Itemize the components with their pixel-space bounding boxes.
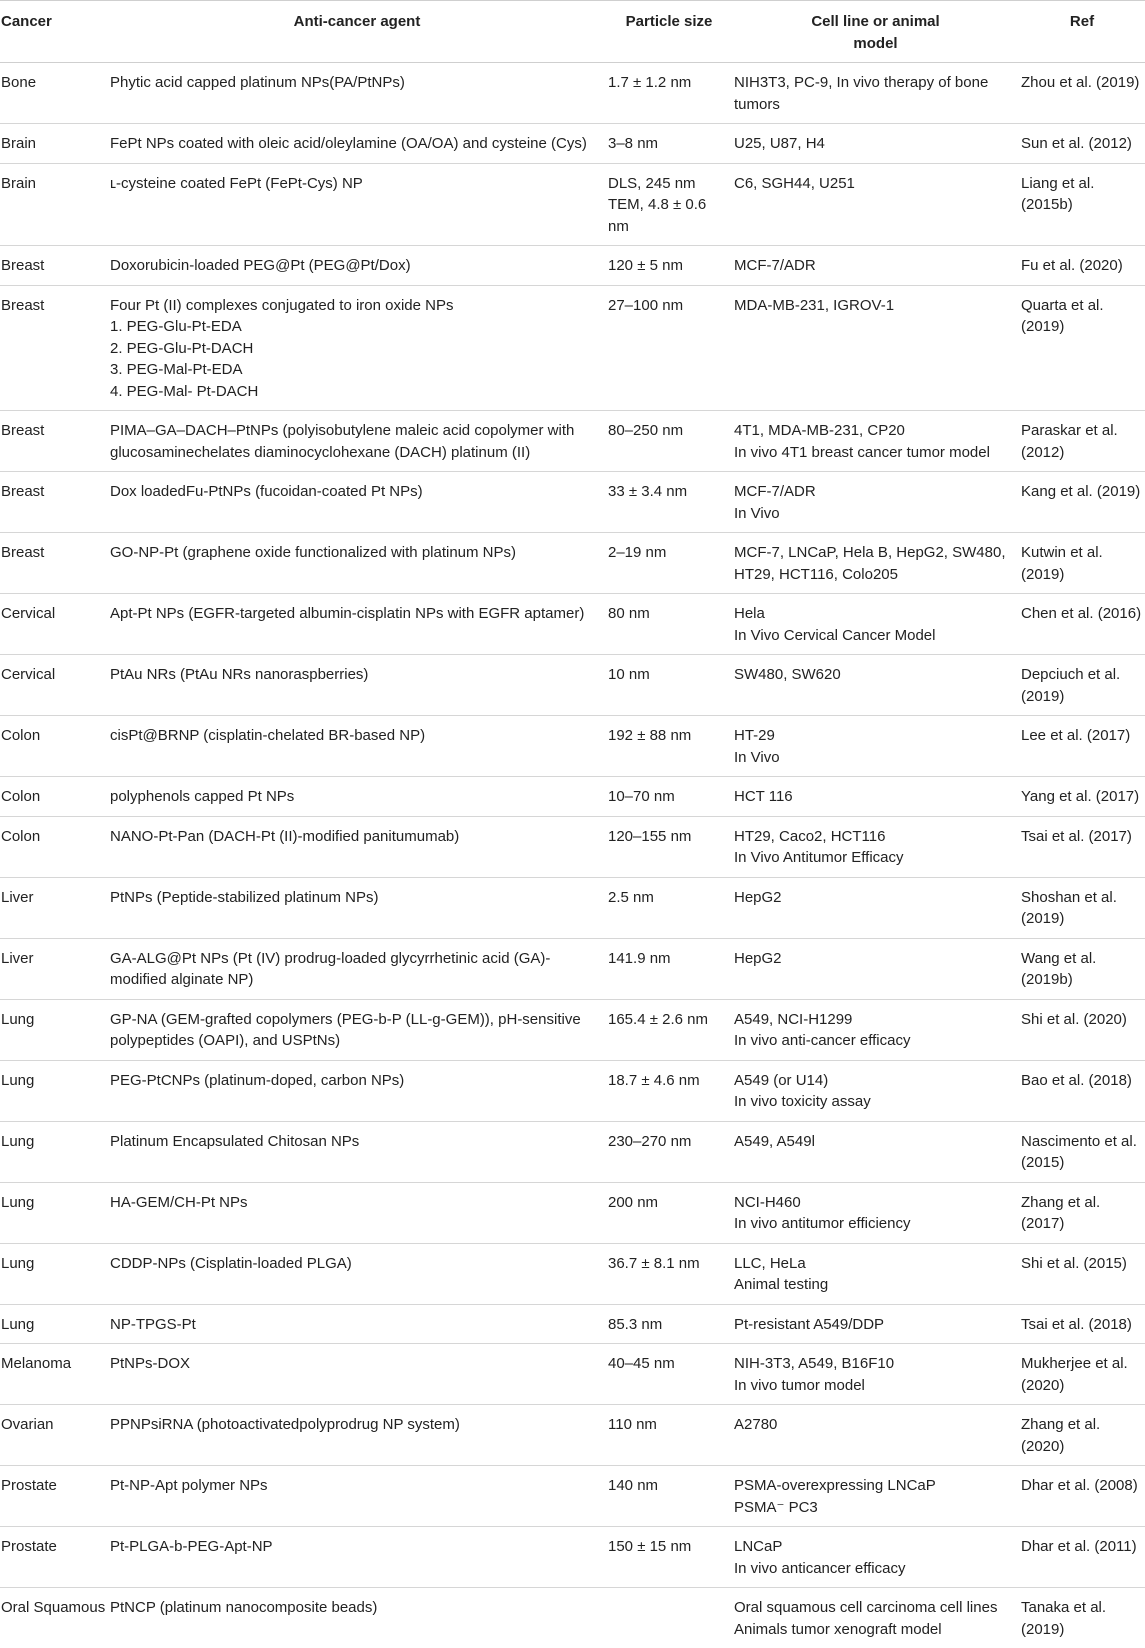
cell-model: NIH3T3, PC-9, In vivo therapy of bone tumors — [732, 63, 1019, 124]
cell-cancer: Lung — [0, 1243, 108, 1304]
cell-ref: Shi et al. (2015) — [1019, 1243, 1145, 1304]
table-row — [0, 716, 1145, 777]
header-anti-cancer-agent: Anti-cancer agent — [108, 1, 606, 63]
cell-particle-size: 141.9 nm — [606, 938, 732, 999]
table-row — [0, 1344, 1145, 1405]
cell-model: HT-29 In Vivo — [732, 716, 1019, 777]
cell-model: A2780 — [732, 1405, 1019, 1466]
cell-cancer: Colon — [0, 816, 108, 877]
cell-anti-cancer-agent: Four Pt (II) complexes conjugated to iron oxide NPs 1. PEG-Glu-Pt-EDA 2. PEG-Glu-Pt-DACH 3. PEG-Mal-Pt-EDA 4. PEG-Mal- Pt-DACH — [108, 285, 606, 411]
cell-cancer: Ovarian — [0, 1405, 108, 1466]
cell-anti-cancer-agent: Phytic acid capped platinum NPs(PA/PtNPs) — [108, 63, 606, 124]
cell-model: MCF-7/ADR — [732, 246, 1019, 286]
header-cancer: Cancer — [0, 1, 108, 63]
cell-cancer: Breast — [0, 533, 108, 594]
table-row — [0, 999, 1145, 1060]
cell-ref: Tanaka et al. (2019) — [1019, 1588, 1145, 1648]
cell-particle-size: 80 nm — [606, 594, 732, 655]
table-row — [0, 63, 1145, 124]
cell-model: Pt-resistant A549/DDP — [732, 1304, 1019, 1344]
cell-ref: Shi et al. (2020) — [1019, 999, 1145, 1060]
cell-ref: Paraskar et al. (2012) — [1019, 411, 1145, 472]
cell-cancer: Lung — [0, 1182, 108, 1243]
cell-cancer: Lung — [0, 1121, 108, 1182]
cell-cancer: Oral Squamous — [0, 1588, 108, 1648]
header-cell-line-or-animal-model: Cell line or animal model — [732, 1, 1019, 63]
cell-anti-cancer-agent: NANO-Pt-Pan (DACH-Pt (II)-modified panitumumab) — [108, 816, 606, 877]
cell-ref: Zhang et al. (2017) — [1019, 1182, 1145, 1243]
cell-model: MCF-7, LNCaP, Hela B, HepG2, SW480, HT29, HCT116, Colo205 — [732, 533, 1019, 594]
table-row — [0, 1588, 1145, 1648]
cell-ref: Chen et al. (2016) — [1019, 594, 1145, 655]
cell-cancer: Breast — [0, 411, 108, 472]
cell-anti-cancer-agent: Platinum Encapsulated Chitosan NPs — [108, 1121, 606, 1182]
table-row — [0, 777, 1145, 817]
cell-particle-size: 120–155 nm — [606, 816, 732, 877]
cell-anti-cancer-agent: Pt-NP-Apt polymer NPs — [108, 1466, 606, 1527]
table-row — [0, 816, 1145, 877]
cell-anti-cancer-agent: NP-TPGS-Pt — [108, 1304, 606, 1344]
cell-particle-size: DLS, 245 nm TEM, 4.8 ± 0.6 nm — [606, 163, 732, 246]
cell-cancer: Cervical — [0, 655, 108, 716]
cell-model: 4T1, MDA-MB-231, CP20 In vivo 4T1 breast cancer tumor model — [732, 411, 1019, 472]
table-row — [0, 533, 1145, 594]
cell-cancer: Breast — [0, 285, 108, 411]
cell-ref: Zhang et al. (2020) — [1019, 1405, 1145, 1466]
cell-model: Hela In Vivo Cervical Cancer Model — [732, 594, 1019, 655]
cell-cancer: Lung — [0, 1060, 108, 1121]
cell-anti-cancer-agent: PIMA–GA–DACH–PtNPs (polyisobutylene maleic acid copolymer with glucosaminechelates diaminocyclohexane (DACH) platinum (II) — [108, 411, 606, 472]
cell-particle-size: 230–270 nm — [606, 1121, 732, 1182]
table-row — [0, 285, 1145, 411]
cell-cancer: Lung — [0, 1304, 108, 1344]
cell-ref: Lee et al. (2017) — [1019, 716, 1145, 777]
cell-ref: Wang et al. (2019b) — [1019, 938, 1145, 999]
cell-particle-size: 10–70 nm — [606, 777, 732, 817]
cell-anti-cancer-agent: Dox loadedFu-PtNPs (fucoidan-coated Pt NPs) — [108, 472, 606, 533]
cell-model: HCT 116 — [732, 777, 1019, 817]
cell-particle-size: 2–19 nm — [606, 533, 732, 594]
cell-particle-size: 192 ± 88 nm — [606, 716, 732, 777]
table-row — [0, 1182, 1145, 1243]
cell-particle-size — [606, 1588, 732, 1648]
cell-particle-size: 150 ± 15 nm — [606, 1527, 732, 1588]
cell-model: NCI-H460 In vivo antitumor efficiency — [732, 1182, 1019, 1243]
table-row — [0, 124, 1145, 164]
table-row — [0, 877, 1145, 938]
cell-model: HepG2 — [732, 877, 1019, 938]
cell-particle-size: 33 ± 3.4 nm — [606, 472, 732, 533]
cell-ref: Depciuch et al. (2019) — [1019, 655, 1145, 716]
table-row — [0, 938, 1145, 999]
cell-particle-size: 85.3 nm — [606, 1304, 732, 1344]
cell-anti-cancer-agent: PEG-PtCNPs (platinum-doped, carbon NPs) — [108, 1060, 606, 1121]
cell-model: C6, SGH44, U251 — [732, 163, 1019, 246]
header-particle-size: Particle size — [606, 1, 732, 63]
cell-particle-size: 10 nm — [606, 655, 732, 716]
cell-cancer: Colon — [0, 716, 108, 777]
cell-anti-cancer-agent: Apt-Pt NPs (EGFR-targeted albumin-cisplatin NPs with EGFR aptamer) — [108, 594, 606, 655]
cell-ref: Liang et al. (2015b) — [1019, 163, 1145, 246]
cell-ref: Kutwin et al. (2019) — [1019, 533, 1145, 594]
cell-cancer: Breast — [0, 246, 108, 286]
table-row — [0, 1466, 1145, 1527]
cell-particle-size: 80–250 nm — [606, 411, 732, 472]
cell-model: HepG2 — [732, 938, 1019, 999]
cell-ref: Quarta et al. (2019) — [1019, 285, 1145, 411]
cell-cancer: Brain — [0, 163, 108, 246]
cell-anti-cancer-agent: ʟ-cysteine coated FePt (FePt-Cys) NP — [108, 163, 606, 246]
cell-anti-cancer-agent: PPNPsiRNA (photoactivatedpolyprodrug NP system) — [108, 1405, 606, 1466]
cell-ref: Zhou et al. (2019) — [1019, 63, 1145, 124]
table-header — [0, 1, 1145, 63]
cell-ref: Dhar et al. (2008) — [1019, 1466, 1145, 1527]
cell-anti-cancer-agent: Pt-PLGA-b-PEG-Apt-NP — [108, 1527, 606, 1588]
table-row — [0, 1060, 1145, 1121]
cell-ref: Mukherjee et al. (2020) — [1019, 1344, 1145, 1405]
table-row — [0, 1527, 1145, 1588]
table-row — [0, 246, 1145, 286]
cell-cancer: Cervical — [0, 594, 108, 655]
table-row — [0, 655, 1145, 716]
table-row — [0, 1304, 1145, 1344]
cell-model: HT29, Caco2, HCT116 In Vivo Antitumor Efficacy — [732, 816, 1019, 877]
table-row — [0, 1405, 1145, 1466]
cell-model: Oral squamous cell carcinoma cell lines Animals tumor xenograft model — [732, 1588, 1019, 1648]
cell-anti-cancer-agent: HA-GEM/CH-Pt NPs — [108, 1182, 606, 1243]
cell-particle-size: 18.7 ± 4.6 nm — [606, 1060, 732, 1121]
cell-anti-cancer-agent: GA-ALG@Pt NPs (Pt (IV) prodrug-loaded glycyrrhetinic acid (GA)-modified alginate NP) — [108, 938, 606, 999]
cell-model: MDA-MB-231, IGROV-1 — [732, 285, 1019, 411]
cell-model: PSMA-overexpressing LNCaP PSMA⁻ PC3 — [732, 1466, 1019, 1527]
cell-particle-size: 27–100 nm — [606, 285, 732, 411]
cell-anti-cancer-agent: polyphenols capped Pt NPs — [108, 777, 606, 817]
cell-model: U25, U87, H4 — [732, 124, 1019, 164]
table-row — [0, 411, 1145, 472]
cell-particle-size: 2.5 nm — [606, 877, 732, 938]
cell-ref: Fu et al. (2020) — [1019, 246, 1145, 286]
cell-cancer: Melanoma — [0, 1344, 108, 1405]
cell-particle-size: 3–8 nm — [606, 124, 732, 164]
cell-model: NIH-3T3, A549, B16F10 In vivo tumor model — [732, 1344, 1019, 1405]
cell-model: SW480, SW620 — [732, 655, 1019, 716]
cell-cancer: Prostate — [0, 1466, 108, 1527]
cell-anti-cancer-agent: PtNPs-DOX — [108, 1344, 606, 1405]
cell-cancer: Liver — [0, 877, 108, 938]
header-ref: Ref — [1019, 1, 1145, 63]
cell-cancer: Bone — [0, 63, 108, 124]
cell-cancer: Brain — [0, 124, 108, 164]
cell-cancer: Colon — [0, 777, 108, 817]
cell-ref: Tsai et al. (2018) — [1019, 1304, 1145, 1344]
cell-model: MCF-7/ADR In Vivo — [732, 472, 1019, 533]
cell-anti-cancer-agent: GO-NP-Pt (graphene oxide functionalized with platinum NPs) — [108, 533, 606, 594]
cell-cancer: Prostate — [0, 1527, 108, 1588]
cell-ref: Kang et al. (2019) — [1019, 472, 1145, 533]
header-row — [0, 1, 1145, 63]
cell-anti-cancer-agent: cisPt@BRNP (cisplatin-chelated BR-based NP) — [108, 716, 606, 777]
cell-particle-size: 36.7 ± 8.1 nm — [606, 1243, 732, 1304]
cell-anti-cancer-agent: CDDP-NPs (Cisplatin-loaded PLGA) — [108, 1243, 606, 1304]
cell-ref: Bao et al. (2018) — [1019, 1060, 1145, 1121]
cell-ref: Dhar et al. (2011) — [1019, 1527, 1145, 1588]
cell-model: LNCaP In vivo anticancer efficacy — [732, 1527, 1019, 1588]
table-row — [0, 1121, 1145, 1182]
table-row — [0, 163, 1145, 246]
cell-anti-cancer-agent: PtAu NRs (PtAu NRs nanoraspberries) — [108, 655, 606, 716]
cell-anti-cancer-agent: PtNCP (platinum nanocomposite beads) — [108, 1588, 606, 1648]
cell-particle-size: 200 nm — [606, 1182, 732, 1243]
cell-anti-cancer-agent: FePt NPs coated with oleic acid/oleylamine (OA/OA) and cysteine (Cys) — [108, 124, 606, 164]
cell-model: A549, A549l — [732, 1121, 1019, 1182]
cell-ref: Tsai et al. (2017) — [1019, 816, 1145, 877]
cell-anti-cancer-agent: GP-NA (GEM-grafted copolymers (PEG-b-P (LL-g-GEM)), pH-sensitive polypeptides (OAPI), and USPtNs) — [108, 999, 606, 1060]
cell-cancer: Lung — [0, 999, 108, 1060]
cell-anti-cancer-agent: PtNPs (Peptide-stabilized platinum NPs) — [108, 877, 606, 938]
cell-particle-size: 110 nm — [606, 1405, 732, 1466]
cell-ref: Nascimento et al. (2015) — [1019, 1121, 1145, 1182]
cell-cancer: Liver — [0, 938, 108, 999]
cell-cancer: Breast — [0, 472, 108, 533]
cell-particle-size: 120 ± 5 nm — [606, 246, 732, 286]
cell-model: A549, NCI-H1299 In vivo anti-cancer efficacy — [732, 999, 1019, 1060]
cell-ref: Yang et al. (2017) — [1019, 777, 1145, 817]
table-row — [0, 594, 1145, 655]
cell-model: A549 (or U14) In vivo toxicity assay — [732, 1060, 1019, 1121]
cell-anti-cancer-agent: Doxorubicin-loaded PEG@Pt (PEG@Pt/Dox) — [108, 246, 606, 286]
cell-model: LLC, HeLa Animal testing — [732, 1243, 1019, 1304]
cell-particle-size: 40–45 nm — [606, 1344, 732, 1405]
table-row — [0, 1243, 1145, 1304]
cell-particle-size: 140 nm — [606, 1466, 732, 1527]
cell-ref: Sun et al. (2012) — [1019, 124, 1145, 164]
cell-particle-size: 165.4 ± 2.6 nm — [606, 999, 732, 1060]
cell-particle-size: 1.7 ± 1.2 nm — [606, 63, 732, 124]
table-row — [0, 472, 1145, 533]
cell-ref: Shoshan et al. (2019) — [1019, 877, 1145, 938]
table-body — [0, 63, 1145, 1648]
